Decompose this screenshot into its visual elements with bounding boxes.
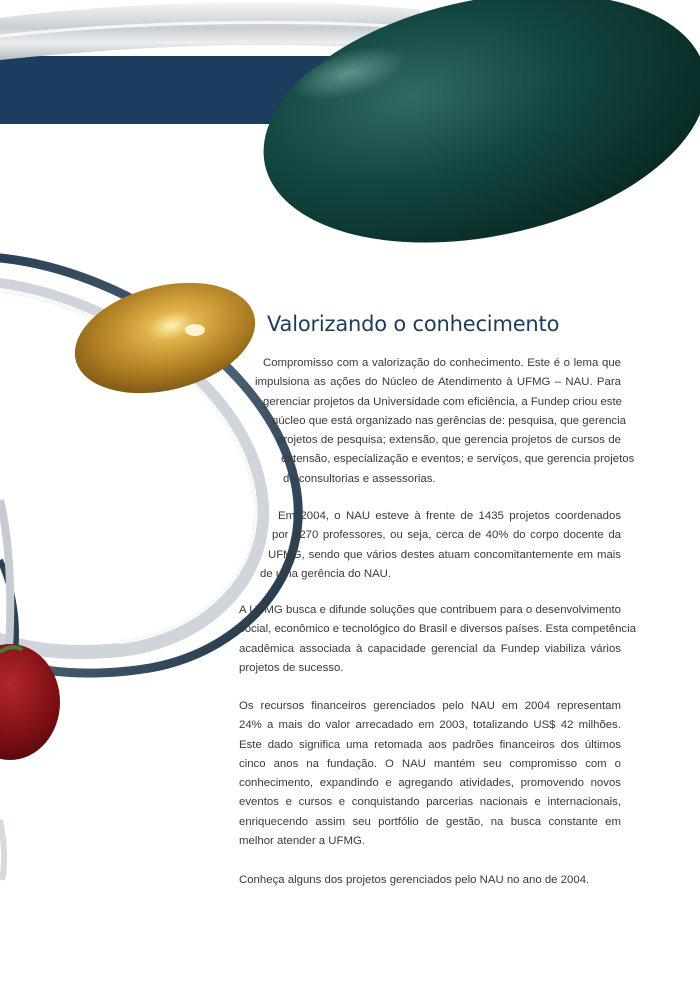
text-line: núcleo que está organizado nas gerências de: pesquisa, que gerencia <box>272 414 626 427</box>
text-line: Em 2004, o NAU esteve à frente de 1435 projetos coordenados <box>278 510 621 522</box>
paragraph-5 <box>239 871 621 890</box>
text-line: extensão, especialização e eventos; e serviços, que gerencia projetos <box>281 453 635 466</box>
text-line: projetos de sucesso. <box>239 661 344 674</box>
text-line: social, econômico e tecnológico do Brasil e diversos países. Esta competência <box>239 623 636 636</box>
text-line: Os recursos financeiros gerenciados pelo NAU em 2004 representam <box>239 700 621 712</box>
text-line: UFMG, sendo que vários destes atuam concomitantemente em mais <box>268 548 621 561</box>
text-line: de consultorias e assessorias. <box>283 472 436 485</box>
text-line: gerenciar projetos da Universidade com eficiência, a Fundep criou este <box>263 395 622 408</box>
text-line: cinco anos na fundação. O NAU mantém seu compromisso com o <box>239 757 621 770</box>
paragraph-4 <box>239 697 621 851</box>
paragraph-3 <box>239 601 636 678</box>
text-line: 24% a mais do valor arrecadado em 2003, totalizando US$ 42 milhões. <box>239 719 621 732</box>
text-line: Compromisso com a valorização do conhecimento. Este é o lema que <box>263 357 621 369</box>
paragraph-2 <box>260 507 621 584</box>
text-line: Este dado significa uma retomada aos padrões financeiros dos últimos <box>239 738 621 751</box>
page-title: Valorizando o conhecimento <box>267 312 560 336</box>
text-line: projetos de pesquisa; extensão, que gerencia projetos de cursos de <box>277 434 621 447</box>
text-line: conhecimento, expandindo e agregando atividades, promovendo novos <box>239 777 621 790</box>
text-line: impulsiona as ações do Núcleo de Atendimento à UFMG – NAU. Para <box>255 376 621 389</box>
text-line: acadêmica associada à capacidade gerencial da Fundep viabiliza vários <box>239 642 621 655</box>
text-line: melhor atender a UFMG. <box>239 835 365 848</box>
text-line: de uma gerência do NAU. <box>260 567 392 580</box>
gold-disc <box>63 265 267 410</box>
text-line: por 1270 professores, ou seja, cerca de 40% do corpo docente da <box>272 529 621 542</box>
text-line: eventos e cursos e conquistando parcerias nacionais e internacionais, <box>239 796 621 809</box>
red-shape <box>0 644 60 760</box>
paragraph-1 <box>255 354 635 489</box>
text-line: enriquecendo assim seu portfólio de gestão, na busca constante em <box>239 815 621 828</box>
text-line: A UFMG busca e difunde soluções que contribuem para o desenvolvimento <box>239 604 621 616</box>
text-line: Conheça alguns dos projetos gerenciados pelo NAU no ano de 2004. <box>239 874 590 886</box>
